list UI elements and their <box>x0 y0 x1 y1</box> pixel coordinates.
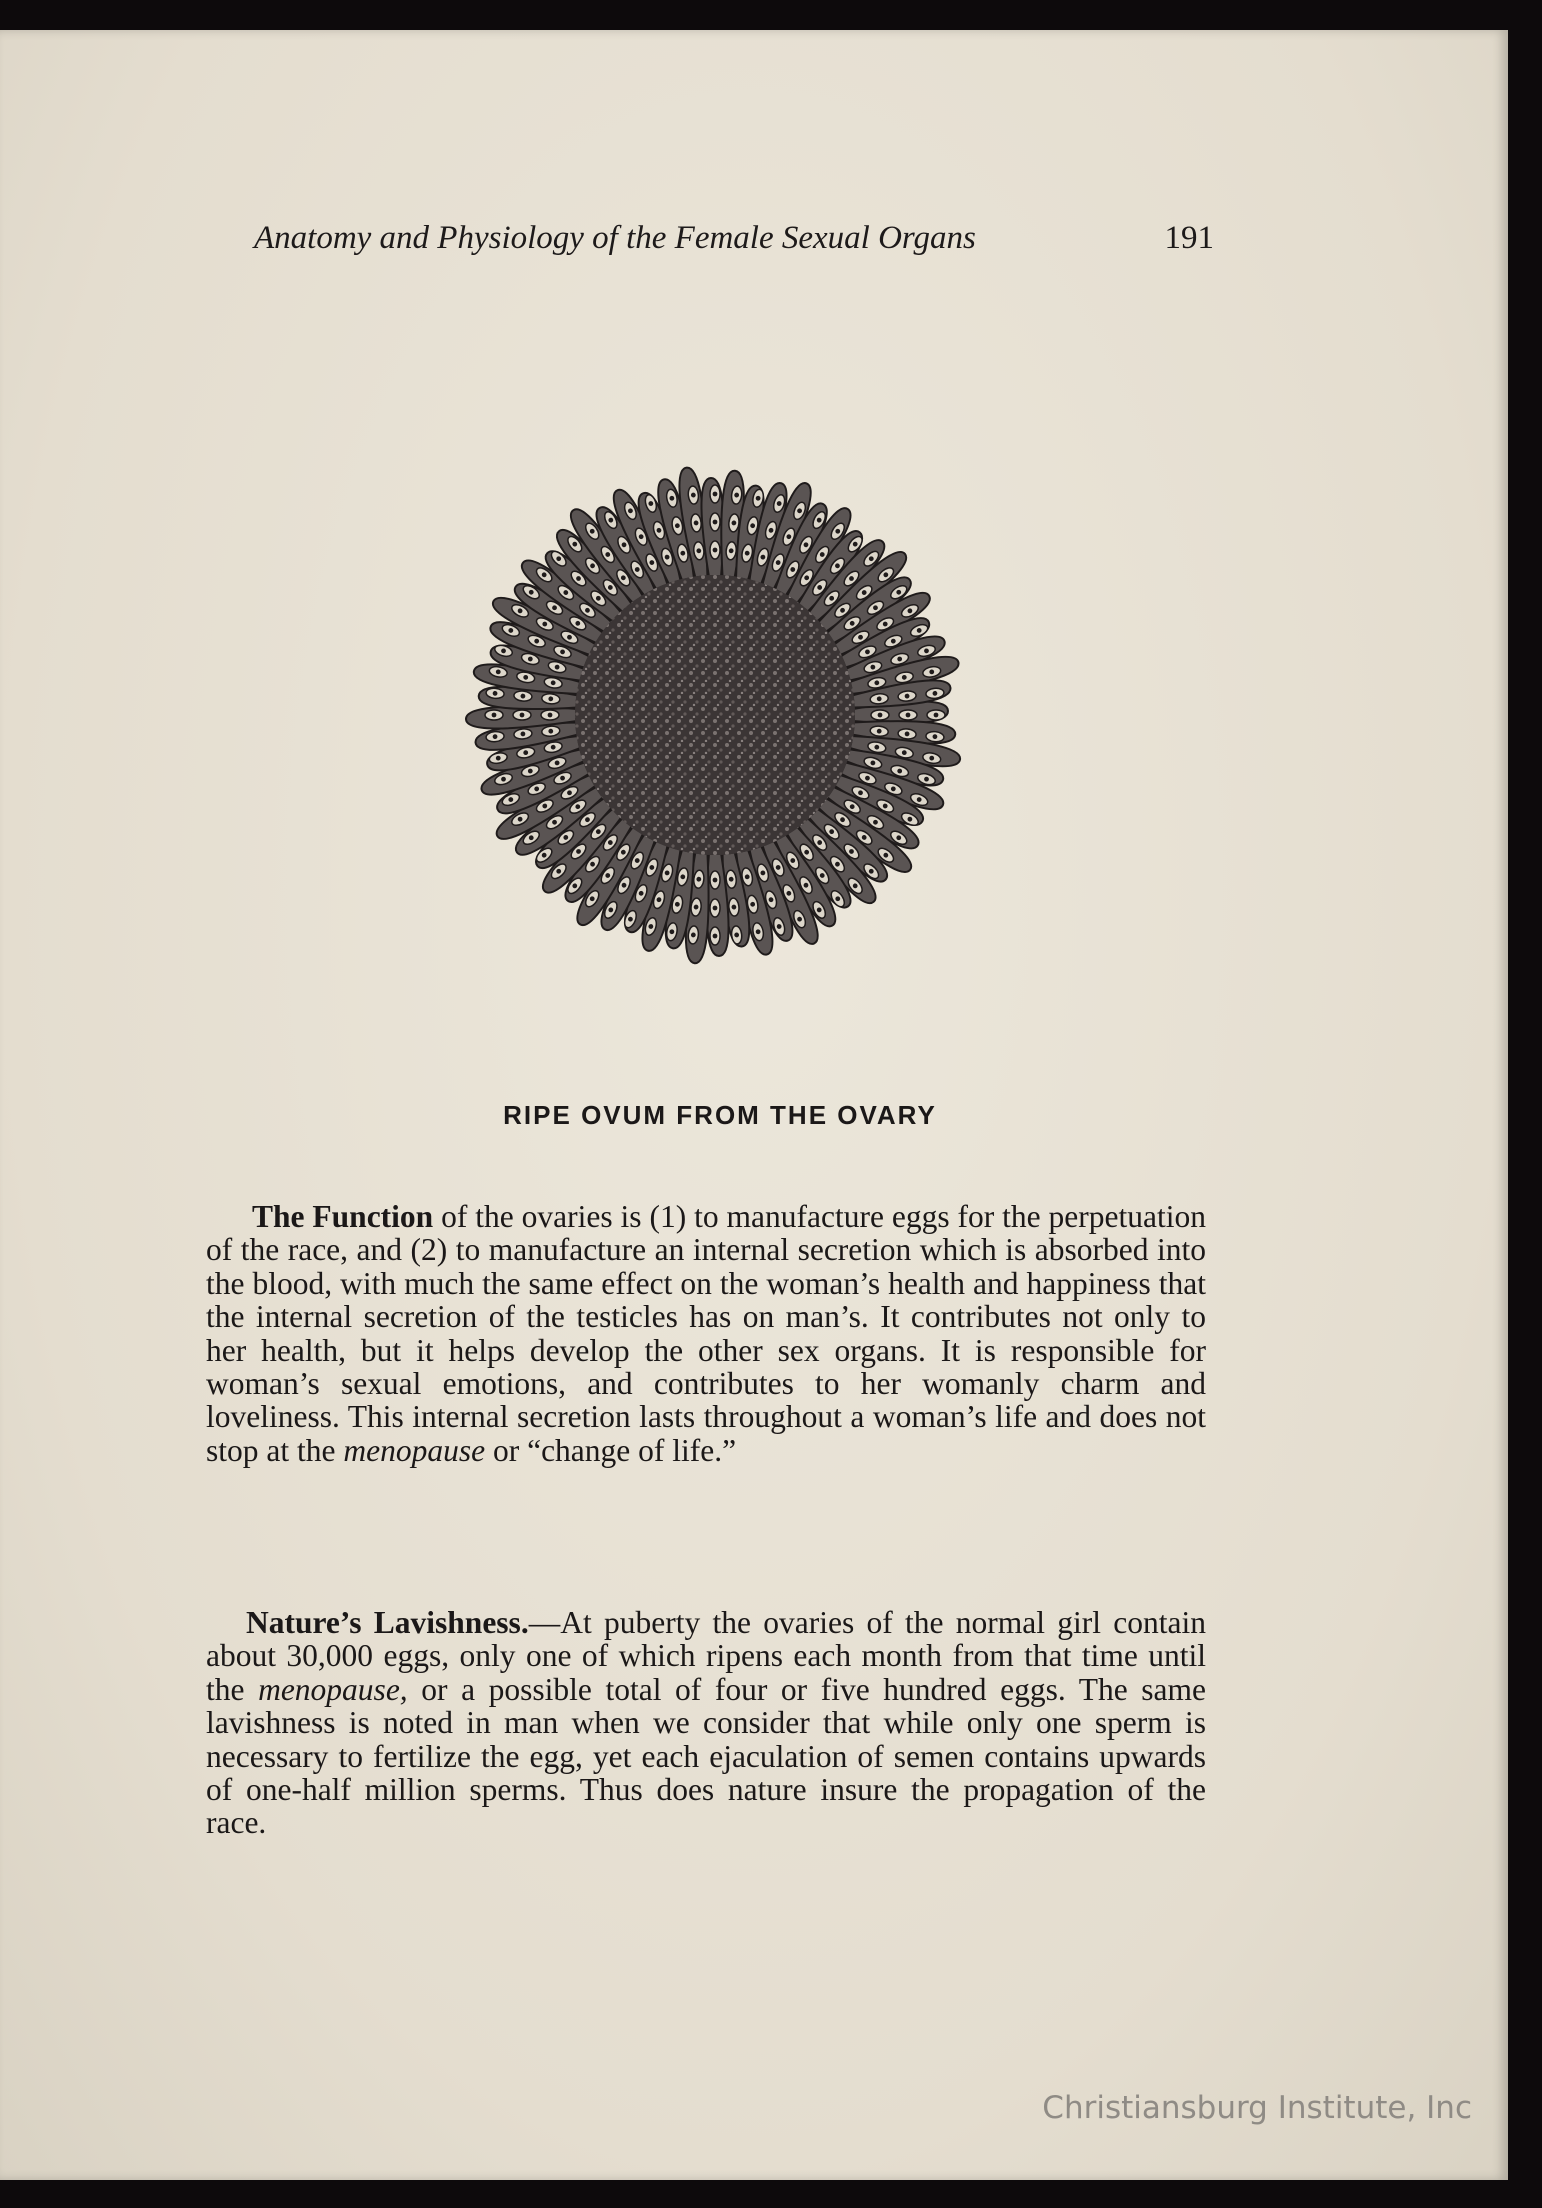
paragraph-text: of the ovaries is (1) to manufacture eggs for the perpetuation of the race, and (2) to manufacture an internal secretion which is absorbed into the blood, with much the same effect on the woman’s health and happiness that the internal secretion of the testicles has on man’s. It contributes not only to her health, but it helps develop the other sex organs. It is responsible for woman’s sexual emotions, and contributes to her womanly charm and loveliness. This internal secretion lasts throughout a woman’s life and does not stop at the <box>206 1199 1206 1468</box>
paragraph-function <box>206 1200 1206 1467</box>
paragraph-lead: The Function <box>252 1199 434 1234</box>
page-number: 191 <box>1164 220 1214 256</box>
paragraph-text: —At puberty the ovaries of the normal girl contain about 30,000 eggs, only one of which ripens each month from that time until the <box>206 1605 1206 1707</box>
paragraph-lead: Nature’s Lavishness. <box>246 1605 529 1640</box>
ripe-ovum-illustration <box>340 370 1090 1060</box>
paragraph-lavishness <box>206 1606 1206 1840</box>
running-head-title: Anatomy and Physiology of the Female Sexual Organs <box>254 220 976 256</box>
figure-caption: RIPE OVUM FROM THE OVARY <box>503 1100 937 1130</box>
paragraph-emphasis: menopause, <box>258 1671 408 1707</box>
watermark: Christiansburg Institute, Inc <box>1042 2090 1472 2126</box>
paragraph-text: or “change of life.” <box>485 1432 737 1468</box>
running-head <box>254 220 1214 257</box>
book-page <box>0 30 1508 2180</box>
paragraph-text: or a possible total of four or five hundred eggs. The same lavishness is noted in man when we consider that while only one sperm is necessary to fertilize the egg, yet each ejaculation of semen contains upwards of one-half million sperms. Thus does nature insure the propagation of the race. <box>206 1671 1207 1841</box>
paragraph-emphasis: menopause <box>343 1432 486 1468</box>
